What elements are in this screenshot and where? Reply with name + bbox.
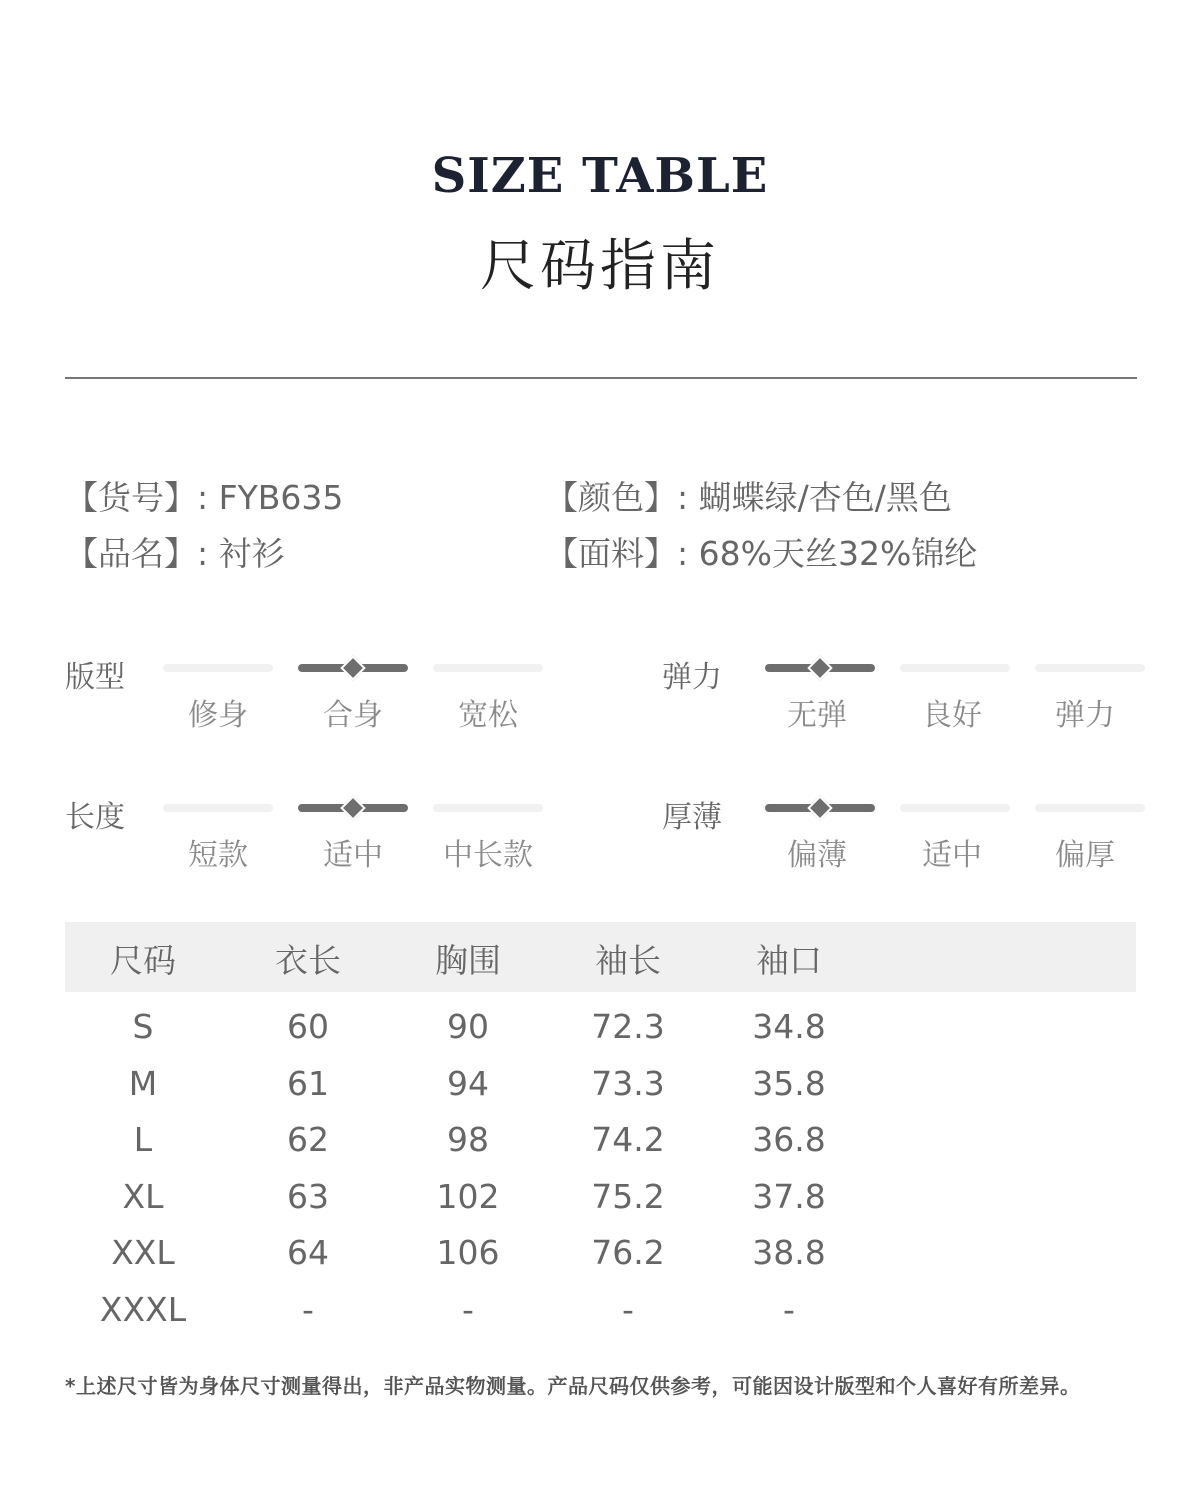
table-cell: S bbox=[132, 1007, 154, 1046]
thickness-option-2: 适中 bbox=[922, 838, 982, 873]
item-number: 【货号】: FYB635 bbox=[65, 478, 344, 517]
table-cell: XXXL bbox=[99, 1289, 187, 1329]
fit-indicator-icon bbox=[340, 655, 365, 680]
elasticity-option-3: 弹力 bbox=[1055, 698, 1115, 733]
table-cell: 102 bbox=[436, 1176, 500, 1216]
length-option-1: 短款 bbox=[188, 838, 248, 873]
header-cuff: 袖口 bbox=[756, 941, 822, 980]
color-info: 【颜色】: 蝴蝶绿/杏色/黑色 bbox=[545, 478, 952, 517]
footnote: *上述尺寸皆为身体尺寸测量得出，非产品实物测量。产品尺码仅供参考，可能因设计版型和个人喜好有所差异。 bbox=[65, 1374, 1081, 1398]
table-cell: 74.2 bbox=[591, 1120, 665, 1159]
table-cell: 63 bbox=[287, 1176, 329, 1216]
table-cell: 94 bbox=[447, 1063, 489, 1103]
fit-option-1: 修身 bbox=[188, 698, 248, 733]
fit-option-2: 合身 bbox=[323, 698, 383, 733]
table-cell: 35.8 bbox=[752, 1063, 826, 1103]
elasticity-indicator-icon bbox=[807, 655, 832, 680]
fit-scale-segment bbox=[433, 664, 543, 672]
table-cell: 61 bbox=[287, 1063, 329, 1103]
table-cell: 73.3 bbox=[591, 1063, 665, 1103]
header-chest: 胸围 bbox=[435, 941, 501, 980]
table-cell: XXL bbox=[111, 1233, 175, 1272]
thickness-option-1: 偏薄 bbox=[787, 838, 847, 873]
title-chinese: 尺码指南 bbox=[480, 234, 720, 299]
table-cell: 72.3 bbox=[591, 1007, 665, 1046]
thickness-label: 厚薄 bbox=[662, 800, 722, 835]
header-sleeve-length: 袖长 bbox=[595, 941, 661, 980]
table-cell: 38.8 bbox=[752, 1233, 826, 1272]
length-label: 长度 bbox=[65, 800, 125, 835]
table-cell: 34.8 bbox=[752, 1007, 826, 1046]
elasticity-option-2: 良好 bbox=[922, 698, 982, 733]
length-scale-segment bbox=[163, 804, 273, 812]
table-cell: 64 bbox=[287, 1233, 329, 1272]
table-cell: 76.2 bbox=[591, 1233, 665, 1272]
header-size: 尺码 bbox=[110, 941, 176, 980]
elasticity-scale-segment bbox=[900, 664, 1010, 672]
divider bbox=[65, 377, 1137, 379]
table-cell: M bbox=[128, 1063, 158, 1103]
table-cell: 37.8 bbox=[752, 1176, 826, 1216]
fit-scale-segment bbox=[163, 664, 273, 672]
fit-option-3: 宽松 bbox=[458, 698, 518, 733]
fabric-info: 【面料】: 68%天丝32%锦纶 bbox=[545, 534, 978, 573]
length-option-3: 中长款 bbox=[443, 838, 533, 873]
table-cell: 36.8 bbox=[752, 1120, 826, 1159]
table-cell: 98 bbox=[447, 1120, 489, 1159]
thickness-indicator-icon bbox=[807, 795, 832, 820]
thickness-scale-segment bbox=[900, 804, 1010, 812]
table-cell: 60 bbox=[287, 1007, 329, 1046]
length-option-2: 适中 bbox=[323, 838, 383, 873]
table-cell: L bbox=[133, 1120, 153, 1159]
header-length: 衣长 bbox=[275, 941, 341, 980]
product-name: 【品名】: 衬衫 bbox=[65, 534, 285, 573]
table-cell: 106 bbox=[436, 1233, 500, 1272]
elasticity-option-1: 无弹 bbox=[787, 698, 847, 733]
table-cell: - bbox=[622, 1289, 634, 1329]
table-cell: - bbox=[302, 1289, 314, 1329]
table-cell: 90 bbox=[447, 1007, 489, 1046]
elasticity-scale-segment bbox=[1035, 664, 1145, 672]
title-english: SIZE TABLE bbox=[431, 148, 769, 204]
length-scale-segment bbox=[433, 804, 543, 812]
thickness-option-3: 偏厚 bbox=[1055, 838, 1115, 873]
table-cell: - bbox=[462, 1289, 474, 1329]
thickness-scale-segment bbox=[1035, 804, 1145, 812]
elasticity-label: 弹力 bbox=[662, 660, 722, 695]
table-cell: XL bbox=[122, 1176, 164, 1216]
table-cell: 75.2 bbox=[591, 1176, 665, 1216]
length-indicator-icon bbox=[340, 795, 365, 820]
fit-label: 版型 bbox=[65, 660, 125, 695]
table-cell: 62 bbox=[287, 1120, 329, 1159]
table-cell: - bbox=[783, 1289, 795, 1329]
